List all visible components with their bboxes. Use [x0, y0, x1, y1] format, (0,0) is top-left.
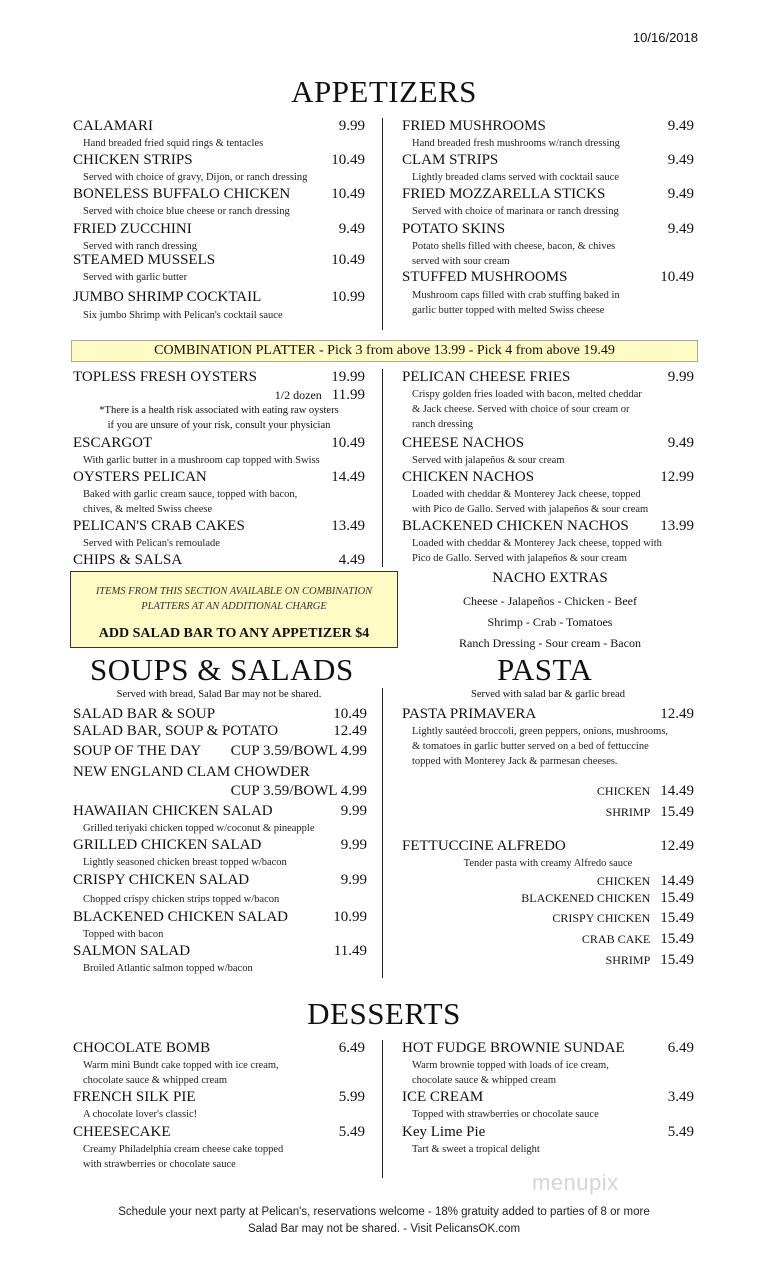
- item-description: Served with choice blue cheese or ranch dressing: [83, 206, 290, 217]
- item-name: OYSTERS PELICAN: [73, 469, 207, 485]
- item-price: 10.99: [333, 909, 367, 925]
- menu-item: [73, 221, 365, 254]
- extra-charge-note-line1: ITEMS FROM THIS SECTION AVAILABLE ON COMBINATION: [95, 586, 373, 597]
- item-name: BONELESS BUFFALO CHICKEN: [73, 186, 291, 202]
- menu-item: [402, 118, 694, 151]
- item-name: CHICKEN STRIPS: [73, 152, 193, 168]
- item-name: CHICKEN NACHOS: [402, 469, 535, 485]
- item-name: FRIED MUSHROOMS: [402, 118, 546, 134]
- combination-platter-banner: COMBINATION PLATTER - Pick 3 from above 13.99 - Pick 4 from above 19.49: [71, 340, 698, 362]
- item-price: 14.49: [331, 469, 365, 485]
- item-description: Served with jalapeños & sour cream: [412, 455, 565, 466]
- menu-item: [402, 221, 694, 269]
- extra-charge-note-line2: PLATTERS AT AN ADDITIONAL CHARGE: [141, 601, 327, 612]
- item-name: Key Lime Pie: [402, 1124, 486, 1140]
- menu-item: [73, 1124, 365, 1172]
- item-price: 9.99: [340, 837, 367, 853]
- column-divider: [382, 1040, 383, 1178]
- item-price: 12.49: [660, 706, 694, 722]
- menu-item-pasta-primavera: [402, 706, 694, 769]
- option-label: CRISPY CHICKEN: [552, 911, 651, 925]
- menu-item: [73, 783, 367, 800]
- option-price: 15.49: [660, 952, 694, 968]
- item-description-line2: with strawberries or chocolate sauce: [83, 1159, 236, 1170]
- item-description: Grilled teriyaki chicken topped w/coconut & pineapple: [83, 823, 315, 834]
- menu-item: [402, 1089, 694, 1122]
- item-name: SALAD BAR, SOUP & POTATO: [73, 723, 279, 739]
- item-name: STEAMED MUSSELS: [73, 252, 216, 268]
- item-name: CHEESE NACHOS: [402, 435, 525, 451]
- menu-item: [73, 803, 367, 836]
- menu-item: [73, 289, 365, 323]
- item-name: POTATO SKINS: [402, 221, 506, 237]
- item-description: Tender pasta with creamy Alfredo sauce: [463, 858, 633, 869]
- item-description: Lightly sautéed broccoli, green peppers, onions, mushrooms,: [412, 726, 669, 737]
- section-title-soups-salads: SOUPS & SALADS: [90, 652, 354, 687]
- menu-item: [73, 909, 367, 942]
- print-date: 10/16/2018: [632, 30, 698, 45]
- menu-item: [73, 252, 365, 285]
- option-price: 15.49: [660, 804, 694, 820]
- item-price: 9.99: [340, 872, 367, 888]
- menu-item: [73, 1040, 365, 1088]
- item-name: CRISPY CHICKEN SALAD: [73, 872, 250, 888]
- item-price: 9.99: [667, 369, 694, 385]
- item-name: TOPLESS FRESH OYSTERS: [73, 369, 257, 385]
- item-price: 10.49: [333, 706, 367, 722]
- item-price: 6.49: [338, 1040, 365, 1056]
- item-description: Topped with strawberries or chocolate sauce: [412, 1109, 599, 1120]
- column-divider: [382, 688, 383, 978]
- item-price: 12.49: [333, 723, 367, 739]
- item-description: Served with choice of marinara or ranch dressing: [412, 206, 619, 217]
- menu-item: [402, 186, 694, 219]
- option-row: [606, 952, 694, 969]
- item-description: Topped with bacon: [83, 929, 164, 940]
- menu-item: [73, 706, 367, 723]
- menu-item: [402, 152, 694, 185]
- item-name: CHEESECAKE: [73, 1124, 171, 1140]
- item-description: Crispy golden fries loaded with bacon, melted cheddar: [412, 389, 642, 400]
- item-name: CLAM STRIPS: [402, 152, 499, 168]
- nacho-extras-title: NACHO EXTRAS: [492, 570, 608, 586]
- item-description: Broiled Atlantic salmon topped w/bacon: [83, 963, 253, 974]
- nacho-extras-line1: Cheese - Jalapeños - Chicken - Beef: [463, 594, 637, 608]
- option-price: 14.49: [660, 783, 694, 799]
- option-label: CHICKEN: [596, 784, 651, 798]
- option-label: 1/2 dozen: [274, 388, 322, 402]
- item-description: Six jumbo Shrimp with Pelican's cocktail sauce: [83, 310, 283, 321]
- column-divider: [382, 118, 383, 330]
- option-price: 11.99: [331, 387, 365, 403]
- item-description: Mushroom caps filled with crab stuffing baked in: [412, 290, 620, 301]
- item-description: Hand breaded fresh mushrooms w/ranch dressing: [412, 138, 620, 149]
- section-title-appetizers: APPETIZERS: [291, 74, 477, 109]
- item-name: STUFFED MUSHROOMS: [402, 269, 568, 285]
- item-name: SALAD BAR & SOUP: [73, 706, 216, 722]
- item-name: PASTA PRIMAVERA: [402, 706, 537, 722]
- item-price: 9.49: [667, 186, 694, 202]
- health-warning: [73, 403, 365, 433]
- item-price: 12.49: [660, 838, 694, 854]
- option-row: [606, 804, 694, 821]
- menu-item: [73, 152, 365, 185]
- column-divider: [382, 369, 383, 567]
- footer-line1: Schedule your next party at Pelican's, reservations welcome - 18% gratuity added to parties of 8 or more: [118, 1206, 650, 1218]
- item-description-line2: garlic butter topped with melted Swiss cheese: [412, 305, 605, 316]
- item-description: Lightly seasoned chicken breast topped w/bacon: [83, 857, 287, 868]
- item-description-line2: chocolate sauce & whipped cream: [412, 1075, 557, 1086]
- item-price: 9.49: [667, 152, 694, 168]
- menu-item: [73, 872, 367, 907]
- item-name: PELICAN'S CRAB CAKES: [73, 518, 245, 534]
- section-title-pasta: PASTA: [497, 652, 593, 687]
- menu-item: [402, 518, 694, 566]
- menu-item: [73, 837, 367, 870]
- item-price: CUP 3.59/BOWL 4.99: [230, 743, 367, 759]
- item-description-line2: & Jack cheese. Served with choice of sour cream or: [412, 404, 630, 415]
- option-row: [597, 783, 694, 800]
- pasta-note: Served with salad bar & garlic bread: [471, 689, 625, 700]
- item-description-line2: & tomatoes in garlic butter served on a bed of fettuccine: [412, 741, 649, 752]
- option-row: [521, 890, 694, 907]
- menu-item: [402, 435, 694, 468]
- option-price: 15.49: [660, 890, 694, 906]
- item-name: SOUP OF THE DAY: [73, 743, 202, 759]
- menu-item-fettuccine-alfredo: [402, 838, 694, 871]
- item-name: ICE CREAM: [402, 1089, 484, 1105]
- item-description: Warm brownie topped with loads of ice cream,: [412, 1060, 609, 1071]
- item-price: 6.49: [667, 1040, 694, 1056]
- item-description: Warm mini Bundt cake topped with ice cream,: [83, 1060, 279, 1071]
- menu-item: [73, 1089, 365, 1122]
- menu-item: [73, 518, 365, 551]
- add-salad-bar-note: ADD SALAD BAR TO ANY APPETIZER $4: [98, 626, 370, 641]
- health-warning-line2: if you are unsure of your risk, consult your physician: [107, 420, 331, 431]
- option-price: 14.49: [660, 873, 694, 889]
- item-description: With garlic butter in a mushroom cap topped with Swiss: [83, 455, 320, 466]
- option-row: [582, 931, 694, 948]
- item-description: A chocolate lover's classic!: [83, 1109, 198, 1120]
- item-name: FRENCH SILK PIE: [73, 1089, 196, 1105]
- item-description-line2: chocolate sauce & whipped cream: [83, 1075, 228, 1086]
- menu-item: [73, 552, 365, 569]
- item-name: ESCARGOT: [73, 435, 153, 451]
- menu-item: [73, 723, 367, 740]
- item-price: CUP 3.59/BOWL 4.99: [230, 783, 367, 799]
- item-description: Hand breaded fried squid rings & tentacles: [83, 138, 264, 149]
- half-dozen-option: [275, 387, 365, 404]
- footer-line2: Salad Bar may not be shared. - Visit PelicansOK.com: [247, 1223, 521, 1235]
- option-label: BLACKENED CHICKEN: [521, 891, 651, 905]
- item-price: 3.49: [667, 1089, 694, 1105]
- item-name: CHIPS & SALSA: [73, 552, 183, 568]
- item-description-line2: chives, & melted Swiss cheese: [83, 504, 213, 515]
- item-name: NEW ENGLAND CLAM CHOWDER: [73, 764, 310, 780]
- item-name: CALAMARI: [73, 118, 154, 134]
- item-price: 12.99: [660, 469, 694, 485]
- menu-item: [402, 469, 694, 517]
- item-name: PELICAN CHEESE FRIES: [402, 369, 571, 385]
- extra-charge-note: [71, 584, 397, 614]
- item-price: 10.99: [331, 289, 365, 305]
- item-price: 9.49: [667, 435, 694, 451]
- nacho-extras-line2: Shrimp - Crab - Tomatoes: [487, 615, 613, 629]
- item-price: 13.99: [660, 518, 694, 534]
- item-price: 5.49: [338, 1124, 365, 1140]
- option-row: [552, 910, 694, 927]
- item-description-line2: served with sour cream: [412, 256, 510, 267]
- menu-item: [73, 743, 367, 760]
- item-name: FRIED MOZZARELLA STICKS: [402, 186, 606, 202]
- menu-item: [73, 943, 367, 976]
- item-price: 13.49: [331, 518, 365, 534]
- footer: [0, 1204, 768, 1238]
- item-price: 9.49: [667, 221, 694, 237]
- item-name: BLACKENED CHICKEN SALAD: [73, 909, 288, 925]
- menu-item: [402, 1040, 694, 1088]
- option-label: SHRIMP: [605, 953, 651, 967]
- item-price: 5.99: [338, 1089, 365, 1105]
- soups-note: Served with bread, Salad Bar may not be shared.: [116, 689, 322, 700]
- menu-item: [402, 269, 694, 318]
- item-description: Chopped crispy chicken strips topped w/bacon: [83, 894, 280, 905]
- item-price: 9.99: [340, 803, 367, 819]
- combination-extra-charge-box: [70, 571, 398, 648]
- item-description-line3: topped with Monterey Jack & parmesan cheeses.: [412, 756, 618, 767]
- nacho-extras: [400, 570, 700, 650]
- item-description: Baked with garlic cream sauce, topped with bacon,: [83, 489, 298, 500]
- item-name: BLACKENED CHICKEN NACHOS: [402, 518, 629, 534]
- option-label: SHRIMP: [605, 805, 651, 819]
- option-row: [597, 873, 694, 890]
- item-price: 19.99: [331, 369, 365, 385]
- item-price: 10.49: [660, 269, 694, 285]
- item-description: Lightly breaded clams served with cocktail sauce: [412, 172, 620, 183]
- item-description: Served with ranch dressing: [83, 241, 198, 252]
- item-name: JUMBO SHRIMP COCKTAIL: [73, 289, 262, 305]
- item-price: 10.49: [331, 252, 365, 268]
- health-warning-line1: *There is a health risk associated with eating raw oysters: [99, 405, 339, 416]
- item-description-line2: Pico de Gallo. Served with jalapeños & sour cream: [412, 553, 627, 564]
- item-description-line2: with Pico de Gallo. Served with jalapeños & sour cream: [412, 504, 649, 515]
- option-price: 15.49: [660, 931, 694, 947]
- menu-item: [73, 469, 365, 517]
- section-title-desserts: DESSERTS: [307, 996, 461, 1031]
- item-price: 9.49: [338, 221, 365, 237]
- nacho-extras-line3: Ranch Dressing - Sour cream - Bacon: [459, 636, 641, 650]
- item-description: Potato shells filled with cheese, bacon, & chives: [412, 241, 616, 252]
- item-price: 5.49: [667, 1124, 694, 1140]
- item-description-line3: ranch dressing: [412, 419, 473, 430]
- item-name: CHOCOLATE BOMB: [73, 1040, 211, 1056]
- menu-item: [402, 369, 694, 432]
- item-price: 9.99: [338, 118, 365, 134]
- menu-item: [73, 764, 367, 781]
- item-description: Served with choice of gravy, Dijon, or ranch dressing: [83, 172, 308, 183]
- item-name: HAWAIIAN CHICKEN SALAD: [73, 803, 273, 819]
- option-price: 15.49: [660, 910, 694, 926]
- option-label: CHICKEN: [596, 874, 651, 888]
- item-description: Creamy Philadelphia cream cheese cake topped: [83, 1144, 284, 1155]
- item-price: 10.49: [331, 152, 365, 168]
- item-price: 11.49: [333, 943, 367, 959]
- item-description: Loaded with cheddar & Monterey Jack cheese, topped: [412, 489, 641, 500]
- item-name: FRIED ZUCCHINI: [73, 221, 192, 237]
- item-name: GRILLED CHICKEN SALAD: [73, 837, 262, 853]
- item-price: 10.49: [331, 186, 365, 202]
- item-name: FETTUCCINE ALFREDO: [402, 838, 566, 854]
- menu-item: [73, 435, 365, 468]
- item-price: 9.49: [667, 118, 694, 134]
- menu-item: [73, 118, 365, 151]
- menu-item: [402, 1124, 694, 1157]
- item-price: 4.49: [338, 552, 365, 568]
- item-name: SALMON SALAD: [73, 943, 191, 959]
- item-price: 10.49: [331, 435, 365, 451]
- item-description: Served with garlic butter: [83, 272, 188, 283]
- item-description: Served with Pelican's remoulade: [83, 538, 220, 549]
- menupix-watermark: menupix: [532, 1170, 619, 1195]
- option-label: CRAB CAKE: [581, 932, 651, 946]
- item-description: Loaded with cheddar & Monterey Jack cheese, topped with: [412, 538, 662, 549]
- menu-item: [73, 369, 365, 386]
- item-name: HOT FUDGE BROWNIE SUNDAE: [402, 1040, 625, 1056]
- item-description: Tart & sweet a tropical delight: [412, 1144, 540, 1155]
- menu-item: [73, 186, 365, 219]
